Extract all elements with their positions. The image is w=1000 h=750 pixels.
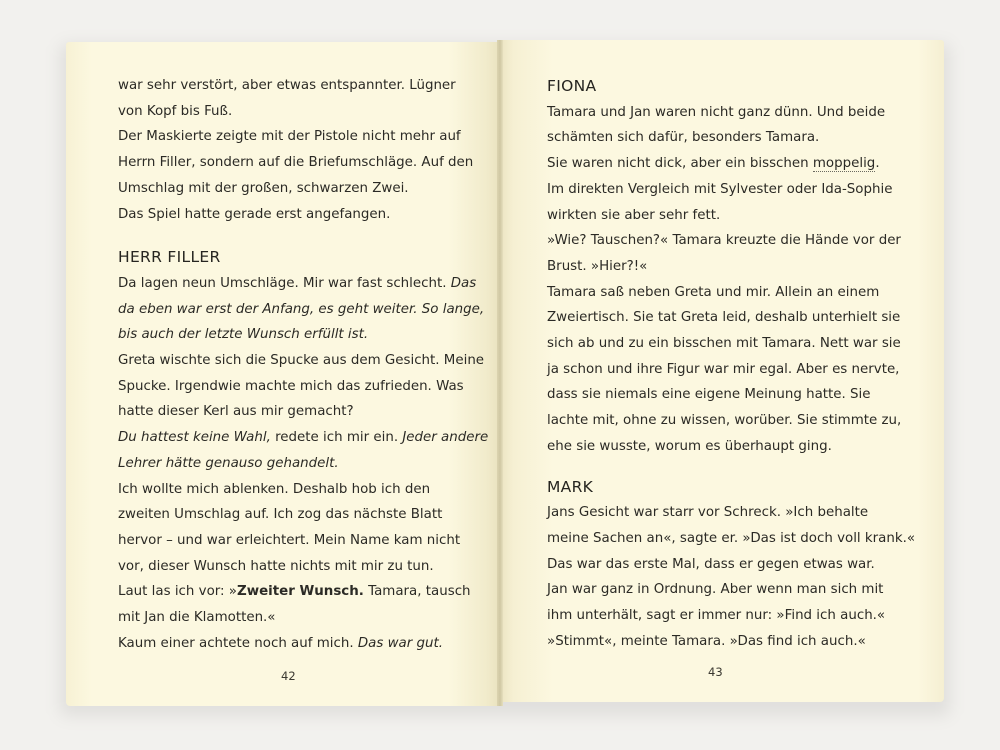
page-number-left: 42 — [281, 669, 296, 683]
paragraph-line: meine Sachen an«, sagte er. »Das ist doch voll krank.« — [547, 530, 916, 546]
paragraph-line: Brust. »Hier?!« — [547, 258, 648, 274]
paragraph-line: Du hattest keine Wahl, redete ich mir ein. Jeder andere — [118, 430, 489, 446]
left-page-text — [118, 73, 488, 656]
paragraph-line: mit Jan die Klamotten.« — [118, 610, 276, 626]
paragraph-line: dass sie niemals eine eigene Meinung hatte. Sie — [547, 387, 871, 403]
paragraph-line: Laut las ich vor: »Zweiter Wunsch. Tamara, tausch — [118, 584, 471, 600]
paragraph-line: Jan war ganz in Ordnung. Aber wenn man sich mit — [547, 582, 884, 598]
paragraph-line: Kaum einer achtete noch auf mich. Das war gut. — [118, 635, 444, 651]
paragraph-line: Ich wollte mich ablenken. Deshalb hob ich den — [118, 481, 431, 497]
right-page-text — [547, 74, 915, 654]
paragraph-line: Lehrer hätte genauso gehandelt. — [118, 455, 339, 471]
paragraph-line: »Stimmt«, meinte Tamara. »Das find ich auch.« — [547, 633, 866, 649]
paragraph-line: Tamara saß neben Greta und mir. Allein an einem — [547, 284, 880, 300]
paragraph-line: sich ab und zu ein bisschen mit Tamara. Nett war sie — [547, 336, 901, 352]
paragraph-line: hervor – und war erleichtert. Mein Name kam nicht — [118, 532, 461, 548]
paragraph-line: war sehr verstört, aber etwas entspannter. Lügner — [118, 78, 456, 93]
paragraph-line: bis auch der letzte Wunsch erfüllt ist. — [118, 327, 369, 343]
paragraph-line: ehe sie wusste, worum es überhaupt ging. — [547, 438, 832, 454]
paragraph-line: Jans Gesicht war starr vor Schreck. »Ich behalte — [547, 505, 869, 521]
section-heading-mark: MARK — [547, 477, 594, 496]
section-heading-herr-filler: HERR FILLER — [118, 248, 221, 267]
paragraph-line: Tamara und Jan waren nicht ganz dünn. Und beide — [547, 104, 886, 120]
paragraph-line: vor, dieser Wunsch hatte nichts mit mir zu tun. — [118, 558, 434, 574]
paragraph-line: Spucke. Irgendwie machte mich das zufrieden. Was — [118, 378, 464, 394]
paragraph-line: von Kopf bis Fuß. — [118, 103, 233, 119]
paragraph-line: Greta wischte sich die Spucke aus dem Gesicht. Meine — [118, 353, 485, 369]
paragraph-line: wirkten sie aber sehr fett. — [547, 207, 721, 223]
paragraph-line: lachte mit, ohne zu wissen, worüber. Sie stimmte zu, — [547, 413, 902, 429]
paragraph-line: Herrn Filler, sondern auf die Briefumschläge. Auf den — [118, 155, 474, 171]
paragraph-line: Zweiertisch. Sie tat Greta leid, deshalb unterhielt sie — [547, 310, 901, 326]
page-number-right: 43 — [708, 665, 723, 679]
paragraph-line: zweiten Umschlag auf. Ich zog das nächste Blatt — [118, 507, 443, 523]
paragraph-line: »Wie? Tauschen?« Tamara kreuzte die Hände vor der — [547, 233, 901, 249]
book-gutter — [497, 40, 503, 706]
paragraph-line: ihm unterhält, sagt er immer nur: »Find ich auch.« — [547, 608, 886, 624]
paragraph-line: Da lagen neun Umschläge. Mir war fast schlecht. Das — [118, 275, 477, 291]
paragraph-line: Sie waren nicht dick, aber ein bisschen moppelig. — [547, 156, 880, 172]
paragraph-line: Umschlag mit der großen, schwarzen Zwei. — [118, 180, 409, 196]
paragraph-line: schämten sich dafür, besonders Tamara. — [547, 130, 820, 146]
paragraph-line: hatte dieser Kerl aus mir gemacht? — [118, 404, 354, 420]
paragraph-line: Das war das erste Mal, dass er gegen etwas war. — [547, 556, 875, 572]
paragraph-line: ja schon und ihre Figur war mir egal. Aber es nervte, — [547, 361, 900, 377]
paragraph-line: Im direkten Vergleich mit Sylvester oder Ida-Sophie — [547, 181, 893, 197]
section-heading-fiona: FIONA — [547, 77, 597, 95]
paragraph-line: da eben war erst der Anfang, es geht weiter. So lange, — [118, 301, 485, 317]
paragraph-line: Der Maskierte zeigte mit der Pistole nicht mehr auf — [118, 129, 461, 145]
paragraph-line: Das Spiel hatte gerade erst angefangen. — [118, 206, 391, 222]
